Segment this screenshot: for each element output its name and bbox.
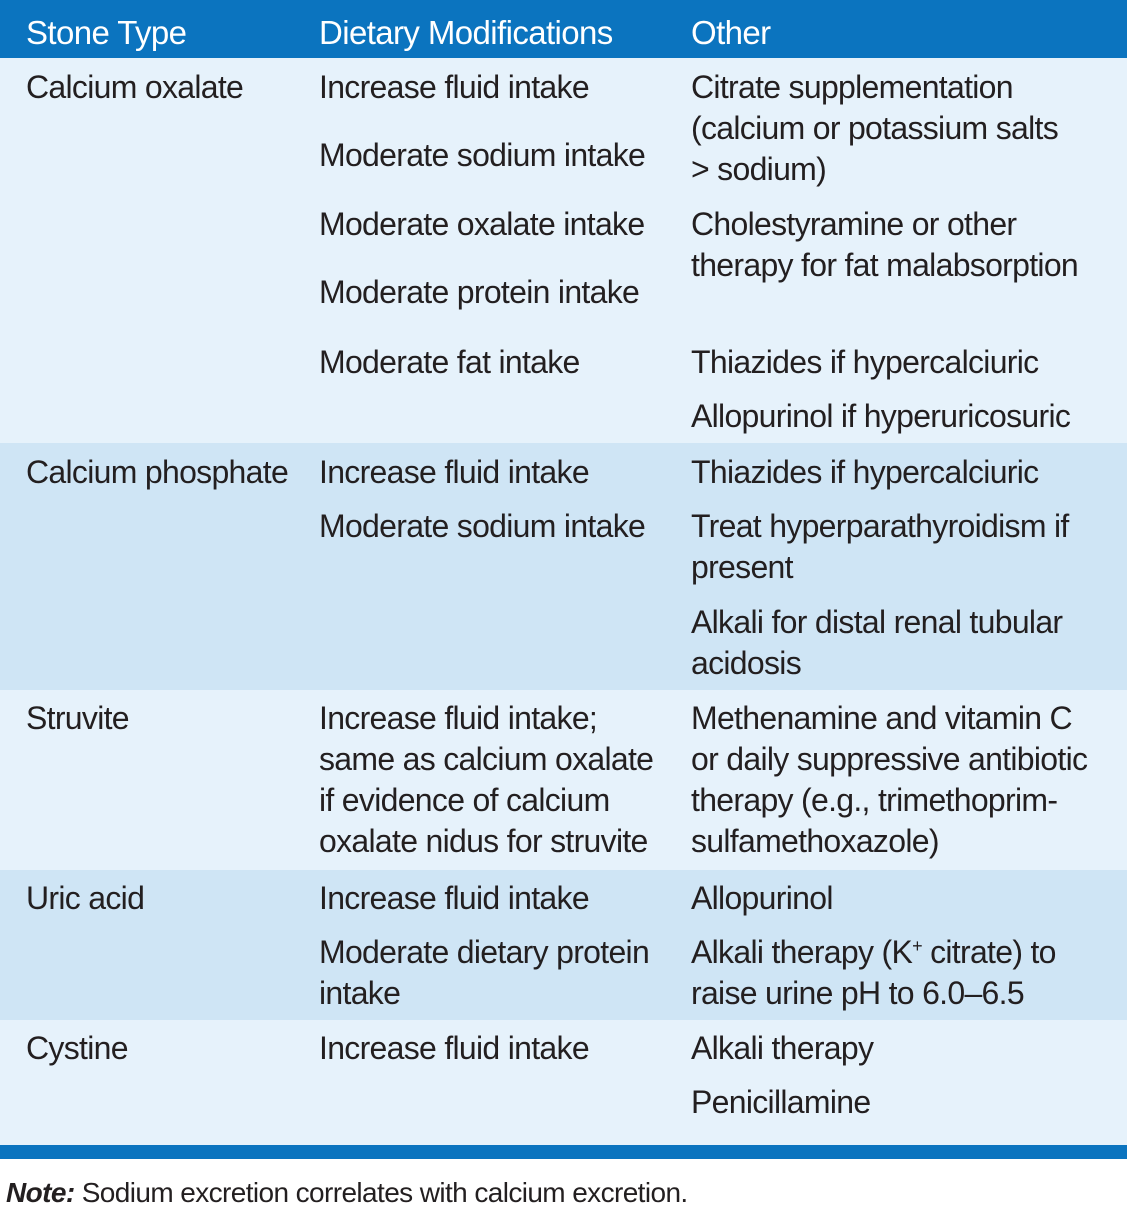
stone-type-cell: Uric acid [26, 880, 145, 916]
other-item: Treat hyperparathyroidism if [691, 508, 1069, 544]
other-item: > sodium) [691, 151, 827, 187]
other-item: raise urine pH to 6.0–6.5 [691, 975, 1024, 1011]
other-item: therapy for fat malabsorption [691, 247, 1079, 283]
other-item: sulfamethoxazole) [691, 823, 939, 859]
header-other: Other [691, 14, 771, 51]
stone-type-cell: Cystine [26, 1030, 128, 1066]
diet-item: intake [319, 975, 401, 1011]
other-item: (calcium or potassium salts [691, 110, 1058, 146]
other-item: Cholestyramine or other [691, 206, 1017, 242]
other-item: Penicillamine [691, 1084, 871, 1120]
header-dietary-modifications: Dietary Modifications [319, 14, 613, 51]
note-text: Sodium excretion correlates with calcium excretion. [74, 1177, 688, 1208]
other-item: present [691, 549, 793, 585]
other-item: Methenamine and vitamin C [691, 700, 1072, 736]
diet-item: Increase fluid intake; [319, 700, 598, 736]
other-item: Alkali therapy [691, 1030, 874, 1066]
stone-type-cell: Struvite [26, 700, 129, 736]
table-bottom-rule [0, 1145, 1127, 1159]
other-item: Allopurinol if hyperuricosuric [691, 398, 1071, 434]
table-header [0, 0, 1127, 58]
other-item [691, 932, 1121, 974]
table-row [0, 443, 1127, 690]
diet-item: if evidence of calcium [319, 782, 610, 818]
other-item: Thiazides if hypercalciuric [691, 454, 1039, 490]
other-item: or daily suppressive antibiotic [691, 741, 1088, 777]
table-note [6, 1175, 688, 1211]
other-item: acidosis [691, 645, 802, 681]
diet-item: same as calcium oxalate [319, 741, 654, 777]
diet-item: Increase fluid intake [319, 454, 589, 490]
diet-item: Moderate dietary protein [319, 934, 650, 970]
other-text: Alkali therapy (K [691, 934, 913, 970]
superscript-plus: + [912, 936, 922, 956]
diet-item: Moderate sodium intake [319, 137, 646, 173]
diet-item: Moderate protein intake [319, 274, 640, 310]
note-label: Note: [6, 1177, 75, 1208]
other-item: Allopurinol [691, 880, 833, 916]
other-text: citrate) to [921, 934, 1056, 970]
table-row [0, 1020, 1127, 1145]
other-item: Alkali for distal renal tubular [691, 604, 1063, 640]
other-item: therapy (e.g., trimethoprim- [691, 782, 1058, 818]
diet-item: Moderate fat intake [319, 344, 580, 380]
diet-item: Increase fluid intake [319, 69, 589, 105]
diet-item: Increase fluid intake [319, 1030, 589, 1066]
table-row [0, 58, 1127, 443]
diet-item: Moderate oxalate intake [319, 206, 645, 242]
stone-type-cell: Calcium phosphate [26, 454, 289, 490]
table-row [0, 870, 1127, 1020]
diet-item: oxalate nidus for struvite [319, 823, 648, 859]
diet-item: Increase fluid intake [319, 880, 589, 916]
diet-item: Moderate sodium intake [319, 508, 646, 544]
other-item: Citrate supplementation [691, 69, 1013, 105]
table-row [0, 690, 1127, 870]
stone-type-cell: Calcium oxalate [26, 69, 244, 105]
header-stone-type: Stone Type [26, 14, 187, 51]
other-item: Thiazides if hypercalciuric [691, 344, 1039, 380]
